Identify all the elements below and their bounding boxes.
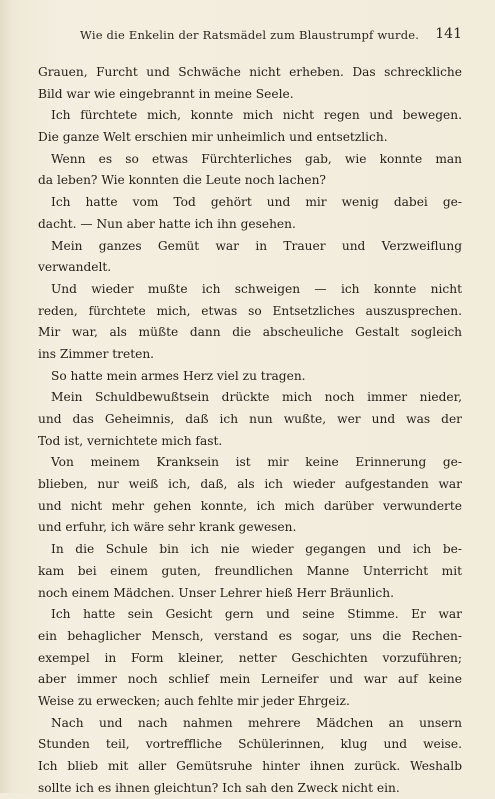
text-line: verwandelt. (38, 260, 112, 275)
text-line: noch einem Mädchen. Unser Lehrer hieß Herr Bräunlich. (38, 585, 394, 600)
text-line: und erfuhr, ich wäre sehr krank gewesen. (38, 520, 297, 535)
text-line: und das Geheimnis, daß ich nun wußte, wer und was der (38, 412, 462, 426)
text-line: sollte ich es ihnen gleichtun? Ich sah den Zweck nicht ein. (38, 780, 400, 795)
text-line: ein behaglicher Mensch, verstand es sogar, uns die Rechen- (38, 628, 462, 643)
text-line: ins Zimmer treten. (38, 346, 155, 361)
text-line: So hatte mein armes Herz viel zu tragen. (51, 368, 306, 383)
text-line: Grauen, Furcht und Schwäche nicht erheben. Das schreckliche (38, 65, 462, 79)
text-line: Die ganze Welt erschien mir unheimlich und entsetzlich. (38, 130, 388, 145)
text-line: In die Schule bin ich nie wieder gegangen und ich be- (51, 542, 462, 557)
text-line: Ich hatte vom Tod gehört und mir wenig dabei ge- (51, 195, 462, 210)
text-line: kam bei einem guten, freundlichen Manne Unterricht mit (38, 563, 462, 578)
text-line: exempel in Form kleiner, netter Geschichten vorzuführen; (38, 650, 462, 665)
text-line: Mein Schuldbewußtsein drückte mich noch immer nieder, (51, 390, 462, 405)
text-line: Bild war wie eingebrannt in meine Seele. (38, 86, 294, 101)
body-text (38, 62, 462, 799)
text-line: Ich hatte sein Gesicht gern und seine Stimme. Er war (51, 607, 462, 622)
page-number: 141 (435, 26, 462, 42)
text-line: Ich blieb mit aller Gemütsruhe hinter ihnen zurück. Weshalb (38, 759, 462, 773)
text-line: dacht. — Nun aber hatte ich ihn gesehen. (38, 216, 296, 231)
text-line: Von meinem Kranksein ist mir keine Erinnerung ge- (51, 455, 462, 470)
text-line: Mir war, als müßte dann die abscheuliche Gestalt sogleich (38, 325, 462, 340)
running-title: Wie die Enkelin der Ratsmädel zum Blaustrumpf wurde. (80, 28, 420, 42)
text-line: Stunden teil, vortreffliche Schülerinnen, klug und weise. (38, 737, 462, 752)
text-line: Ich fürchtete mich, konnte mich nicht regen und bewegen. (51, 108, 462, 123)
text-line: Wenn es so etwas Fürchterliches gab, wie konnte man (51, 151, 462, 166)
text-line: aber immer noch schlief mein Lerneifer und war auf keine (38, 672, 462, 687)
page-header (52, 26, 462, 48)
text-line: Tod ist, vernichtete mich fast. (38, 433, 223, 448)
text-line: da leben? Wie konnten die Leute noch lachen? (38, 173, 326, 188)
text-line: Und wieder mußte ich schweigen — ich konnte nicht (51, 281, 462, 296)
text-line: Nach und nach nahmen mehrere Mädchen an unsern (51, 715, 462, 730)
text-line: und nicht mehr gehen konnte, ich mich darüber verwunderte (38, 498, 462, 513)
text-line: Mein ganzes Gemüt war in Trauer und Verzweiflung (51, 238, 462, 253)
text-line: blieben, nur weiß ich, daß, als ich wieder aufgestanden war (38, 477, 462, 492)
text-line: reden, fürchtete mich, etwas so Entsetzliches auszusprechen. (38, 303, 462, 318)
text-line: Weise zu erwecken; auch fehlte mir jeder Ehrgeiz. (38, 693, 350, 708)
